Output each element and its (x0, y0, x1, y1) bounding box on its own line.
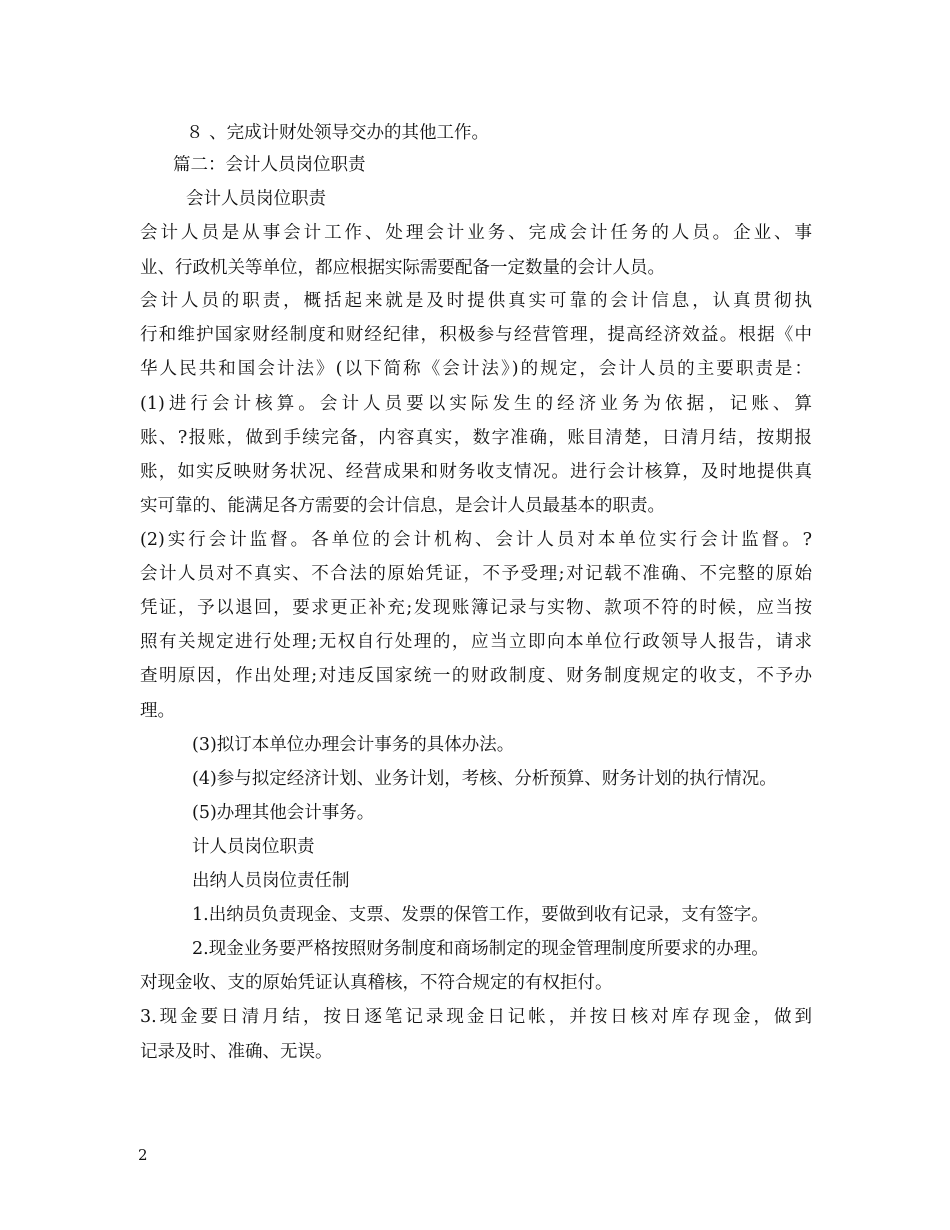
paragraph-line: 凭证，予以退回，要求更正补充;发现账簿记录与实物、款项不符的时候，应当按 (140, 598, 812, 618)
paragraph-line: (2)实行会计监督。各单位的会计机构、会计人员对本单位实行会计监督。? (140, 530, 812, 550)
paragraph-line: 实可靠的、能满足各方需要的会计信息，是会计人员最基本的职责。 (140, 496, 665, 516)
paragraph-line: 华人民共和国会计法》(以下简称《会计法》)的规定，会计人员的主要职责是： (140, 359, 812, 379)
subsection-heading: 会计人员岗位职责 (186, 189, 326, 209)
paragraph-line: 查明原因，作出处理;对违反国家统一的财政制度、财务制度规定的收支，不予办 (140, 666, 812, 686)
paragraph-line: 账，如实反映财务状况、经营成果和财务收支情况。进行会计核算，及时地提供真 (140, 462, 812, 482)
paragraph-line: 对现金收、支的原始凭证认真稽核，不符合规定的有权拒付。 (140, 973, 613, 993)
text-line: ８ 、完成计财处领导交办的其他工作。 (186, 123, 490, 143)
paragraph-line: 理。 (140, 701, 175, 721)
paragraph-line: 账、?报账，做到手续完备，内容真实，数字准确，账目清楚，日清月结，按期报 (140, 428, 812, 448)
paragraph-line: 会计人员是从事会计工作、处理会计业务、完成会计任务的人员。企业、事 (140, 223, 812, 243)
list-item: 1.出纳员负责现金、支票、发票的保管工作，要做到收有记录，支有签字。 (192, 905, 769, 925)
list-item: 3.现金要日清月结，按日逐笔记录现金日记帐，并按日核对库存现金，做到 (140, 1007, 812, 1027)
paragraph-line: 业、行政机关等单位，都应根据实际需要配备一定数量的会计人员。 (140, 258, 665, 278)
list-item: (4)参与拟定经济计划、业务计划，考核、分析预算、财务计划的执行情况。 (192, 769, 777, 789)
paragraph-line: 照有关规定进行处理;无权自行处理的，应当立即向本单位行政领导人报告，请求 (140, 632, 812, 652)
list-item: 2.现金业务要严格按照财务制度和商场制定的现金管理制度所要求的办理。 (192, 939, 769, 959)
paragraph-line: 行和维护国家财经制度和财经纪律，积极参与经营管理，提高经济效益。根据《中 (140, 325, 812, 345)
paragraph-line: (1)进行会计核算。会计人员要以实际发生的经济业务为依据，记账、算 (140, 394, 812, 414)
list-item: (3)拟订本单位办理会计事务的具体办法。 (192, 735, 515, 755)
subsection-heading: 计人员岗位职责 (192, 837, 315, 857)
paragraph-line: 记录及时、准确、无误。 (140, 1042, 333, 1062)
subsection-heading: 出纳人员岗位责任制 (192, 871, 350, 891)
paragraph-line: 会计人员的职责，概括起来就是及时提供真实可靠的会计信息，认真贯彻执 (140, 291, 812, 311)
section-heading: 篇二：会计人员岗位职责 (173, 155, 366, 175)
paragraph-line: 会计人员对不真实、不合法的原始凭证，不予受理;对记载不准确、不完整的原始 (140, 564, 812, 584)
page-number: 2 (138, 1146, 148, 1164)
list-item: (5)办理其他会计事务。 (192, 803, 375, 823)
